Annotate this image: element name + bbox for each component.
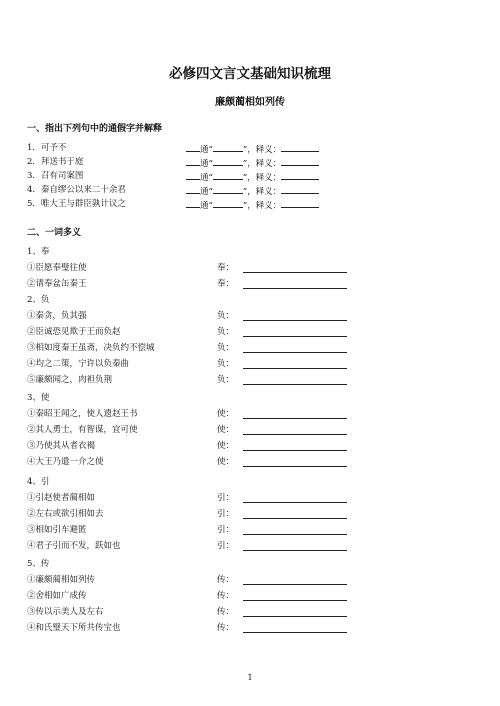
sentence-text: ③相如引车避匿 [27,525,87,535]
shiyi-label: ”，释义： [242,145,282,155]
answer-line[interactable] [243,600,347,601]
sentence-item [27,491,357,505]
sentence-text: ①秦昭王闻之，使人遗赵王书 [27,409,138,419]
sentence-item [27,621,357,635]
answer-label: 传： [217,591,235,601]
tongjia-sentence: 2．拜送书于庭 [27,157,84,167]
sentence-text: ④均之二策，宁许以负秦曲 [27,359,130,369]
tong-label: 通“ [200,201,213,211]
answer-blank[interactable] [186,155,200,166]
answer-line[interactable] [243,550,347,551]
shiyi-label: ”，释义： [242,159,282,169]
answer-blank[interactable] [281,155,319,166]
answer-blank[interactable] [186,197,200,208]
tongjia-fill [186,197,319,213]
sentence-item [27,455,357,469]
sentence-item [27,439,357,453]
sentence-item [27,423,357,437]
sentence-text: ①臣愿奉璧往使 [27,263,87,273]
answer-blank[interactable] [186,169,200,180]
tong-label: 通“ [200,159,213,169]
answer-label: 引： [217,509,235,519]
section-heading-tongjia: 一、指出下列句中的通假字并解释 [27,124,163,134]
sentence-item [27,523,357,537]
answer-label: 负： [217,343,235,353]
sentence-text: ①廉颇蔺相如列传 [27,575,96,585]
sentence-text: ⑤廉颇闻之，肉袒负荆 [27,375,113,385]
sentence-item [27,573,357,587]
answer-label: 引： [217,541,235,551]
answer-line[interactable] [243,534,347,535]
word-group-heading: 5、传 [27,559,50,569]
shiyi-label: ”，释义： [242,173,282,183]
answer-label: 传： [217,623,235,633]
answer-label: 使： [217,441,235,451]
answer-line[interactable] [243,384,347,385]
sentence-item [27,325,357,339]
sentence-item [27,539,357,553]
answer-blank[interactable] [186,141,200,152]
answer-label: 传： [217,607,235,617]
sentence-item [27,507,357,521]
answer-line[interactable] [243,320,347,321]
answer-blank[interactable] [281,183,319,194]
answer-line[interactable] [243,502,347,503]
word-group-heading: 2、负 [27,295,50,305]
sentence-item [27,373,357,387]
sentence-text: ①秦贪，负其强 [27,311,87,321]
tong-label: 通“ [200,187,213,197]
tong-label: 通“ [200,145,213,155]
answer-blank[interactable] [281,169,319,180]
answer-label: 引： [217,525,235,535]
answer-label: 使： [217,409,235,419]
word-group-heading: 1、奉 [27,247,50,257]
sentence-text: ③相如度秦王虽斋，决负约不偿城 [27,343,155,353]
answer-label: 引： [217,493,235,503]
answer-label: 负： [217,375,235,385]
answer-label: 传： [217,575,235,585]
answer-label: 负： [217,327,235,337]
sentence-item [27,357,357,371]
answer-line[interactable] [243,632,347,633]
sentence-item [27,277,357,291]
answer-blank[interactable] [213,197,243,208]
page-title: 必修四文言文基础知识梳理 [169,66,331,82]
answer-label: 奉： [217,263,235,273]
answer-blank[interactable] [213,169,243,180]
answer-label: 负： [217,359,235,369]
sentence-item [27,261,357,275]
sentence-text: ④大王乃遣一介之使 [27,457,104,467]
sentence-text: ④和氏璧天下所共传宝也 [27,623,121,633]
answer-blank[interactable] [213,141,243,152]
answer-line[interactable] [243,450,347,451]
page-number: 1 [247,673,253,682]
sentence-item [27,407,357,421]
answer-line[interactable] [243,518,347,519]
sentence-item [27,605,357,619]
answer-line[interactable] [243,466,347,467]
sentence-text: ②舍相如广成传 [27,591,87,601]
shiyi-label: ”，释义： [242,201,282,211]
sentence-text: ②请奉盆缶秦王 [27,279,87,289]
answer-blank[interactable] [281,197,319,208]
answer-line[interactable] [243,418,347,419]
page-subtitle: 廉颇蔺相如列传 [215,97,285,108]
answer-line[interactable] [243,616,347,617]
answer-label: 使： [217,425,235,435]
tongjia-sentence: 4．秦自缪公以来二十余君 [27,185,126,195]
sentence-text: ④君子引而不发，跃如也 [27,541,121,551]
sentence-item [27,589,357,603]
answer-blank[interactable] [213,155,243,166]
shiyi-label: ”，释义： [242,187,282,197]
answer-line[interactable] [243,368,347,369]
answer-label: 奉： [217,279,235,289]
sentence-item [27,309,357,323]
sentence-text: ③乃使其从者衣褐 [27,441,96,451]
answer-line[interactable] [243,336,347,337]
answer-blank[interactable] [281,141,319,152]
word-group-heading: 3、使 [27,393,50,403]
sentence-text: ③传以示美人及左右 [27,607,104,617]
tongjia-sentence: 3．召有司案图 [27,171,84,181]
answer-label: 负： [217,311,235,321]
answer-label: 使： [217,457,235,467]
tongjia-sentence: 1．可予不 [27,143,67,153]
word-group-heading: 4、引 [27,477,50,487]
answer-blank[interactable] [213,183,243,194]
tong-label: 通“ [200,173,213,183]
answer-blank[interactable] [186,183,200,194]
sentence-item [27,341,357,355]
sentence-text: ①引赵使者蔺相如 [27,493,96,503]
answer-line[interactable] [243,352,347,353]
tongjia-sentence: 5．唯大王与群臣孰计议之 [27,199,126,209]
section-heading-duoyi: 二、一词多义 [27,228,82,238]
sentence-text: ②其人勇士，有智谋，宜可使 [27,425,138,435]
answer-line[interactable] [243,288,347,289]
sentence-text: ②臣诚恐见欺于王而负赵 [27,327,121,337]
answer-line[interactable] [243,272,347,273]
sentence-text: ②左右或欲引相如去 [27,509,104,519]
answer-line[interactable] [243,584,347,585]
answer-line[interactable] [243,434,347,435]
